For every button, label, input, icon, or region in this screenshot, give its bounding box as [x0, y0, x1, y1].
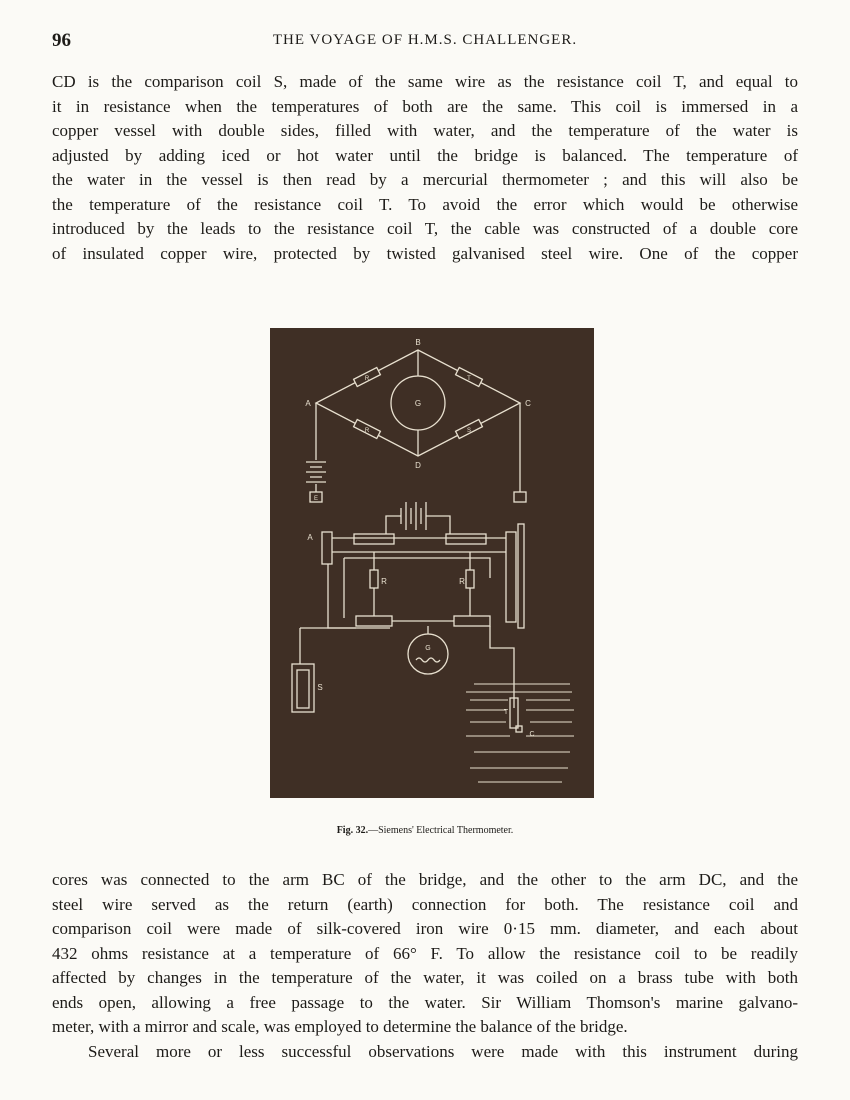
label-r1: R [364, 376, 370, 382]
label-c: C [525, 399, 531, 408]
text-line: adjusted by adding iced or hot water until the bridge is balanced. The temperature of [52, 145, 798, 165]
water [466, 684, 574, 782]
label-t2: T [503, 709, 509, 716]
text-line: steel wire served as the return (earth) connection for both. The resistance coil and [52, 894, 798, 914]
terminal-bar [454, 616, 490, 626]
resistance-coil [370, 570, 378, 588]
galvanometer-circle [408, 634, 448, 674]
label-a2: A [307, 533, 313, 542]
terminal-bar [356, 616, 392, 626]
text-line: affected by changes in the temperature of the water, it was coiled on a brass tube with both [52, 968, 798, 987]
thermometer-end [516, 726, 522, 732]
text-line: the water in the vessel is then read by a mercurial thermometer ; and this will also be [52, 170, 798, 189]
text-line: 432 ohms resistance at a temperature of 66° F. To allow the resistance coil to be readily [52, 943, 798, 963]
page-header [52, 30, 798, 56]
text-line: copper vessel with double sides, filled with water, and the temperature of the water is [52, 121, 798, 140]
terminal-bar [446, 534, 486, 544]
text-line: of insulated copper wire, protected by twisted galvanised steel wire. One of the copper [52, 243, 798, 263]
label-r4: R [459, 577, 465, 586]
wire [344, 558, 490, 578]
label-g2: G [425, 645, 431, 652]
figure-caption [0, 825, 850, 836]
label-e: E [313, 496, 319, 502]
wire [386, 516, 401, 534]
page-number: 96 [52, 30, 71, 51]
figure-siemens-thermometer [270, 328, 594, 798]
slide-bar [518, 524, 524, 628]
text-line: ends open, allowing a free passage to the water. Sir William Thomson's marine galvano- [52, 992, 798, 1012]
text-line: CD is the comparison coil S, made of the same wire as the resistance coil T, and equal to [52, 72, 798, 91]
comparison-vessel [292, 664, 314, 712]
text-line: Several more or less successful observations were made with this instrument during [88, 1041, 798, 1061]
label-c2: C [529, 731, 535, 738]
label-r2: R [364, 428, 370, 434]
label-t: T [467, 376, 471, 382]
label-g: G [414, 399, 422, 408]
label-d: D [415, 461, 421, 470]
circuit-diagram [270, 328, 594, 798]
caption-label: Fig. 32. [336, 825, 369, 836]
galvanometer-coil [416, 658, 440, 662]
text-line: the temperature of the resistance coil T. To avoid the error which would be otherwise [52, 194, 798, 214]
caption-text: —Siemens' Electrical Thermometer. [368, 825, 514, 836]
label-a: A [305, 399, 311, 408]
text-line: it in resistance when the temperatures of both are the same. This coil is immersed in a [52, 96, 798, 116]
running-head: THE VOYAGE OF H.M.S. CHALLENGER. [272, 32, 578, 48]
label-s2: S [317, 683, 323, 692]
text-line: introduced by the leads to the resistance coil T, the cable was constructed of a double core [52, 219, 798, 238]
label-r3: R [381, 577, 387, 586]
wire [426, 516, 450, 534]
earth-plate [514, 492, 526, 502]
text-line: comparison coil were made of silk-covered iron wire 0·15 mm. diameter, and each about [52, 919, 798, 938]
terminal-bar [354, 534, 394, 544]
slide-bar [506, 532, 516, 622]
resistance-coil [466, 570, 474, 588]
comparison-coil [297, 670, 309, 708]
paragraph-bottom [52, 868, 798, 1064]
paragraph-top [52, 70, 798, 266]
text-line: cores was connected to the arm BC of the bridge, and the other to the arm DC, and the [52, 870, 798, 889]
wire [328, 564, 390, 628]
key-switch [322, 532, 332, 564]
text-line: meter, with a mirror and scale, was employed to determine the balance of the bridge. [52, 1017, 628, 1036]
wire [490, 626, 514, 708]
label-b: B [415, 338, 421, 347]
label-s: S [466, 428, 472, 434]
